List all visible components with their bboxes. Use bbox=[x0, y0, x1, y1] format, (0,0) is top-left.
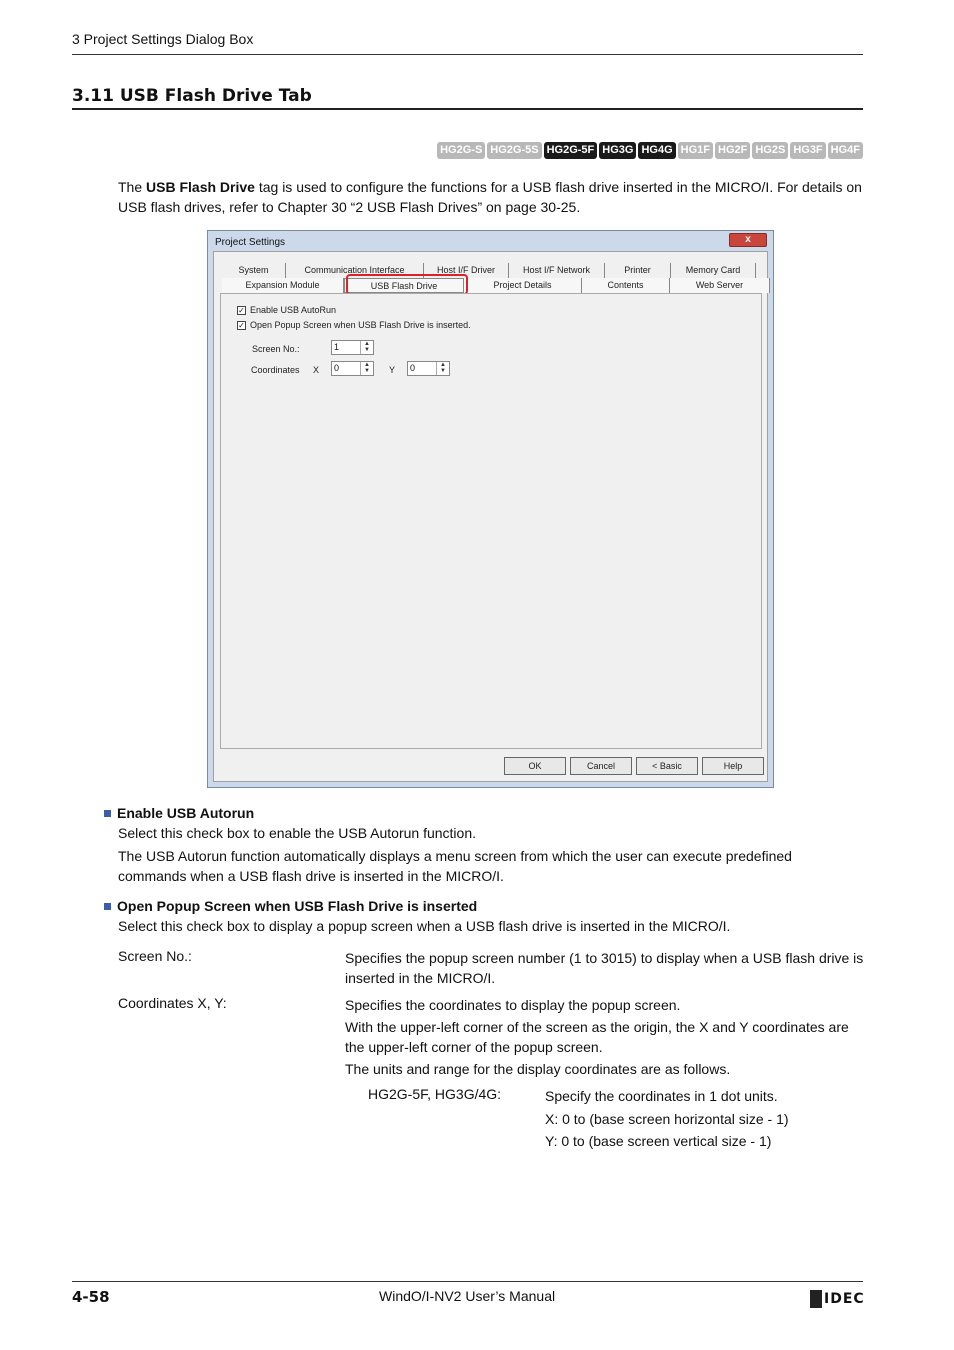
footer-rule bbox=[72, 1281, 863, 1282]
coordinates-description-3: The units and range for the display coordinates are as follows. bbox=[345, 1061, 731, 1077]
intro-text-bold: USB Flash Drive bbox=[146, 179, 255, 195]
spinner-arrows-icon[interactable]: ▲ ▼ bbox=[360, 341, 373, 354]
tab-expansion-module[interactable]: Expansion Module bbox=[222, 278, 344, 293]
screen-no-term: Screen No.: bbox=[118, 948, 192, 964]
section-rule bbox=[72, 108, 863, 110]
tab-web-server[interactable]: Web Server bbox=[670, 278, 770, 293]
checkbox-check-icon: ✓ bbox=[238, 305, 245, 315]
tab-contents[interactable]: Contents bbox=[582, 278, 670, 293]
close-icon[interactable]: x bbox=[729, 233, 767, 247]
coordinates-description-2: With the upper-left corner of the screen as the origin, the X and Y coordinates are the upper-left corner of the popup screen. bbox=[345, 1019, 849, 1055]
tab-memory-card[interactable]: Memory Card bbox=[671, 263, 756, 278]
model-badge: HG2F bbox=[715, 142, 750, 159]
idec-logo bbox=[810, 1290, 865, 1308]
manual-title: WindO/I-NV2 User’s Manual bbox=[379, 1288, 556, 1304]
tab-panel bbox=[220, 293, 762, 749]
tab-system[interactable]: System bbox=[222, 263, 286, 278]
ok-button[interactable]: OK bbox=[504, 757, 566, 775]
tab-project-details[interactable]: Project Details bbox=[464, 278, 582, 293]
logo-mark-icon bbox=[810, 1290, 822, 1308]
model-badge: HG2G-5S bbox=[487, 142, 541, 159]
header-rule bbox=[72, 54, 863, 55]
model-badge: HG2G-5F bbox=[544, 142, 598, 159]
autorun-heading-text: Enable USB Autorun bbox=[117, 805, 255, 821]
checkbox-check-icon: ✓ bbox=[238, 320, 245, 330]
cancel-button[interactable]: Cancel bbox=[570, 757, 632, 775]
screen-no-description: Specifies the popup screen number (1 to 3015) to display when a USB flash drive is inserted in the MICRO/I. bbox=[345, 950, 864, 986]
spinner-arrows-icon[interactable]: ▲ ▼ bbox=[436, 362, 449, 375]
enable-autorun-checkbox[interactable] bbox=[237, 305, 336, 315]
page-number: 4-58 bbox=[72, 1288, 110, 1306]
spinner-arrows-icon[interactable]: ▲ ▼ bbox=[360, 362, 373, 375]
running-header: 3 Project Settings Dialog Box bbox=[72, 31, 254, 47]
section-title: 3.11 USB Flash Drive Tab bbox=[72, 86, 312, 106]
autorun-paragraph-1: Select this check box to enable the USB Autorun function. bbox=[118, 825, 476, 841]
screen-no-spinner[interactable] bbox=[331, 340, 374, 355]
model-description-3: Y: 0 to (base screen vertical size - 1) bbox=[545, 1133, 772, 1149]
intro-text-pre: The bbox=[118, 179, 147, 195]
tab-host-if-network[interactable]: Host I/F Network bbox=[509, 263, 605, 278]
basic-button[interactable]: < Basic bbox=[636, 757, 698, 775]
model-badge: HG2G-S bbox=[437, 142, 485, 159]
dialog-body bbox=[213, 251, 768, 782]
dialog-title: Project Settings bbox=[215, 237, 286, 248]
x-label: X bbox=[313, 365, 320, 375]
x-value: 0 bbox=[334, 363, 340, 373]
x-coordinate-spinner[interactable] bbox=[331, 361, 374, 376]
tab-row-2 bbox=[222, 278, 770, 293]
model-badge: HG2S bbox=[752, 142, 788, 159]
popup-paragraph-1: Select this check box to display a popup screen when a USB flash drive is inserted in the MICRO/I. bbox=[118, 918, 731, 934]
model-description-1: Specify the coordinates in 1 dot units. bbox=[545, 1088, 778, 1104]
model-badge: HG4F bbox=[828, 142, 863, 159]
model-badges bbox=[437, 142, 863, 159]
y-coordinate-spinner[interactable] bbox=[407, 361, 450, 376]
coordinates-term: Coordinates X, Y: bbox=[118, 995, 227, 1011]
screen-no-label: Screen No.: bbox=[252, 344, 300, 354]
autorun-paragraph-2: The USB Autorun function automatically displays a menu screen from which the user can execute predefined commands when a USB flash drive is inserted in the MICRO/I. bbox=[118, 848, 792, 884]
model-term: HG2G-5F, HG3G/4G: bbox=[368, 1086, 502, 1102]
bullet-icon bbox=[104, 810, 111, 817]
model-badge: HG3F bbox=[790, 142, 825, 159]
intro-text-post: tag is used to configure the functions for a USB flash drive inserted in the MICRO/I. For details on USB flash drives, refer to Chapter 30 “2 USB Flash Drives” on page 30-25. bbox=[118, 179, 862, 215]
model-badge: HG1F bbox=[678, 142, 713, 159]
enable-autorun-label: Enable USB AutoRun bbox=[250, 305, 337, 315]
project-settings-dialog bbox=[207, 230, 774, 788]
intro-paragraph bbox=[118, 177, 863, 217]
tab-row-1 bbox=[222, 263, 756, 278]
model-description-2: X: 0 to (base screen horizontal size - 1) bbox=[545, 1111, 789, 1127]
tab-host-if-driver[interactable]: Host I/F Driver bbox=[424, 263, 509, 278]
help-button[interactable]: Help bbox=[702, 757, 764, 775]
popup-heading bbox=[104, 898, 477, 914]
tab-printer[interactable]: Printer bbox=[605, 263, 671, 278]
open-popup-checkbox[interactable] bbox=[237, 320, 471, 330]
tab-highlight-outline bbox=[346, 274, 468, 295]
open-popup-label: Open Popup Screen when USB Flash Drive is inserted. bbox=[250, 320, 471, 330]
screen-no-value: 1 bbox=[334, 342, 340, 352]
autorun-heading bbox=[104, 805, 254, 821]
coordinates-description-1: Specifies the coordinates to display the popup screen. bbox=[345, 997, 681, 1013]
model-badge: HG3G bbox=[599, 142, 636, 159]
popup-heading-text: Open Popup Screen when USB Flash Drive is inserted bbox=[117, 898, 478, 914]
tab-communication-interface[interactable]: Communication Interface bbox=[286, 263, 424, 278]
model-badge: HG4G bbox=[638, 142, 675, 159]
y-value: 0 bbox=[410, 363, 416, 373]
tab-usb-flash-drive[interactable]: USB Flash Drive bbox=[344, 278, 464, 293]
bullet-icon bbox=[104, 903, 111, 910]
coordinates-label: Coordinates bbox=[251, 365, 300, 375]
logo-text: IDEC bbox=[824, 1291, 865, 1307]
y-label: Y bbox=[389, 365, 396, 375]
